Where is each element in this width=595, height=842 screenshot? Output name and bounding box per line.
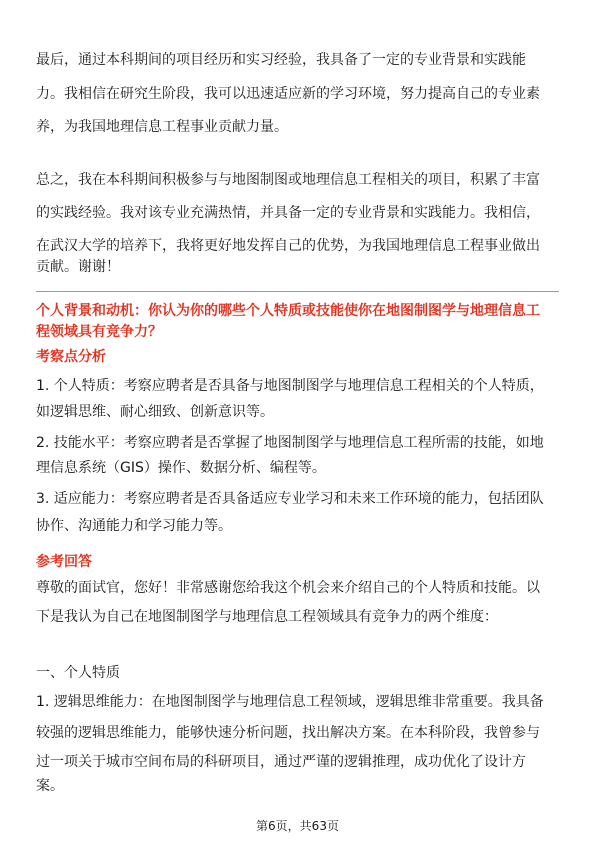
answer-section-title: 一、个人特质 [36,665,120,681]
paragraph-1-line-3: 养，为我国地理信息工程事业贡献力量。 [36,119,288,135]
analysis-line-1: 1. 个人特质：考察应聘者是否具备与地图制图学与地理信息工程相关的个人特质， [36,378,544,394]
question-line-1: 个人背景和动机：你认为你的哪些个人特质或技能使你在地图制图学与地理信息工 [36,303,540,319]
answer-item-line-3: 过一项关于城市空间布局的科研项目，通过严谨的逻辑推理，成功优化了设计方 [36,754,526,770]
paragraph-2-line-2: 的实践经验。我对该专业充满热情，并具备一定的专业背景和实践能力。我相信， [36,205,540,221]
paragraph-1-line-2: 力。我相信在研究生阶段，我可以迅速适应新的学习环境，努力提高自己的专业素 [36,86,540,102]
answer-item-line-1: 1. 逻辑思维能力：在地图制图学与地理信息工程领域，逻辑思维非常重要。我具备 [36,694,544,710]
paragraph-2-line-1: 总之，我在本科期间积极参与与地图制图或地理信息工程相关的项目，积累了丰富 [36,172,540,188]
page-number: 第6页，共63页 [256,819,339,833]
analysis-heading: 考察点分析 [36,349,106,365]
paragraph-2-line-3: 在武汉大学的培养下，我将更好地发挥自己的优势，为我国地理信息工程事业做出 [36,238,540,254]
answer-intro-line-2: 下是我认为自己在地图制图学与地理信息工程领域具有竞争力的两个维度： [36,609,498,625]
question-line-2: 程领域具有竞争力？ [36,324,162,340]
answer-intro-line-1: 尊敬的面试官，您好！非常感谢您给我这个机会来介绍自己的个人特质和技能。以 [36,580,540,596]
analysis-line-4: 理信息系统（GIS）操作、数据分析、编程等。 [36,460,326,476]
analysis-line-3: 2. 技能水平：考察应聘者是否掌握了地图制图学与地理信息工程所需的技能，如地 [36,435,544,451]
answer-item-line-2: 较强的逻辑思维能力，能够快速分析问题，找出解决方案。在本科阶段，我曾参与 [36,725,540,741]
answer-heading: 参考回答 [36,554,92,570]
section-divider [36,291,559,292]
answer-item-line-4: 案。 [36,778,64,794]
paragraph-2-line-4: 贡献。谢谢！ [36,259,120,275]
analysis-line-5: 3. 适应能力：考察应聘者是否具备适应专业学习和未来工作环境的能力，包括团队 [36,491,544,507]
analysis-line-6: 协作、沟通能力和学习能力等。 [36,518,232,534]
analysis-line-2: 如逻辑思维、耐心细致、创新意识等。 [36,404,274,420]
paragraph-1-line-1: 最后，通过本科期间的项目经历和实习经验，我具备了一定的专业背景和实践能 [36,52,526,68]
